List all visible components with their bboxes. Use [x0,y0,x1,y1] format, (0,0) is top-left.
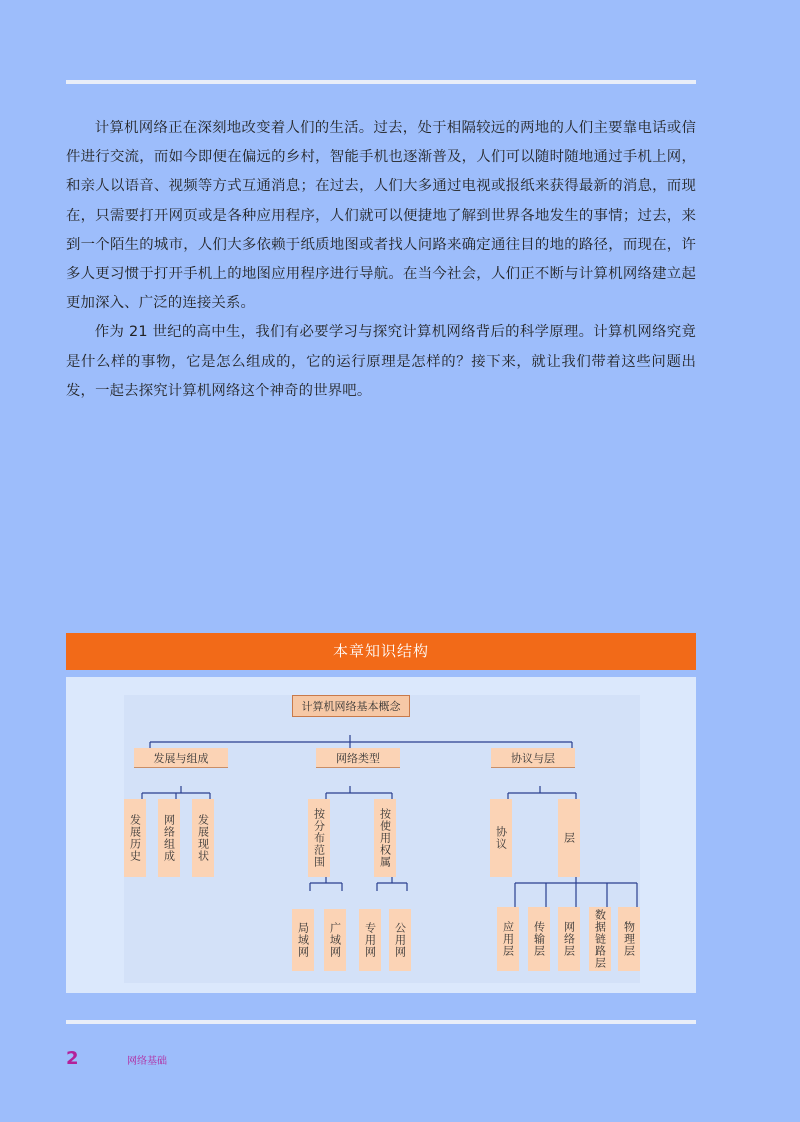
category-development: 发展与组成 [134,748,228,768]
item-public-network: 公用网 [389,909,411,971]
item-by-ownership: 按使用权属 [374,799,396,877]
paragraph-1: 计算机网络正在深刻地改变着人们的生活。过去，处于相隔较远的两地的人们主要靠电话或信件进行交流，而如今即便在偏远的乡村，智能手机也逐渐普及，人们可以随时随地通过手机上网，和亲人以语音、视频等方式互通消息；在过去，人们大多通过电视或报纸来获得最新的消息，而现在，只需要打开网页或是各种应用程序，人们就可以便捷地了解到世界各地发生的事情；过去，来到一个陌生的城市，人们大多依赖于纸质地图或者找人问路来确定通往目的地的路径，而现在，许多人更习惯于打开手机上的地图应用程序进行导航。在当今社会，人们正不断与计算机网络建立起更加深入、广泛的连接关系。 [66,120,696,312]
page-number: 2 [66,1048,79,1069]
knowledge-structure-panel [66,677,696,993]
item-private-network: 专用网 [359,909,381,971]
knowledge-diagram [124,695,640,983]
bottom-rule [66,1020,696,1024]
item-network-layer: 网络层 [558,907,580,971]
item-data-link-layer: 数据链路层 [589,907,611,971]
top-rule [66,80,696,84]
item-history: 发展历史 [124,799,146,877]
category-network-types: 网络类型 [316,748,400,768]
item-physical-layer: 物理层 [618,907,640,971]
item-by-range: 按分布范围 [308,799,330,877]
item-protocol: 协议 [490,799,512,877]
item-wan: 广域网 [324,909,346,971]
item-transport-layer: 传输层 [528,907,550,971]
knowledge-structure-title: 本章知识结构 [66,633,696,670]
category-protocols-layers: 协议与层 [491,748,575,768]
root-node: 计算机网络基本概念 [292,695,410,717]
item-status: 发展现状 [192,799,214,877]
item-composition: 网络组成 [158,799,180,877]
intro-text [66,114,696,406]
item-lan: 局域网 [292,909,314,971]
running-title: 网络基础 [127,1056,167,1067]
item-layer: 层 [558,799,580,877]
paragraph-2: 作为 21 世纪的高中生，我们有必要学习与探究计算机网络背后的科学原理。计算机网络究竟是什么样的事物，它是怎么组成的，它的运行原理是怎样的？接下来，就让我们带着这些问题出发，一起去探究计算机网络这个神奇的世界吧。 [66,324,696,399]
item-application-layer: 应用层 [497,907,519,971]
